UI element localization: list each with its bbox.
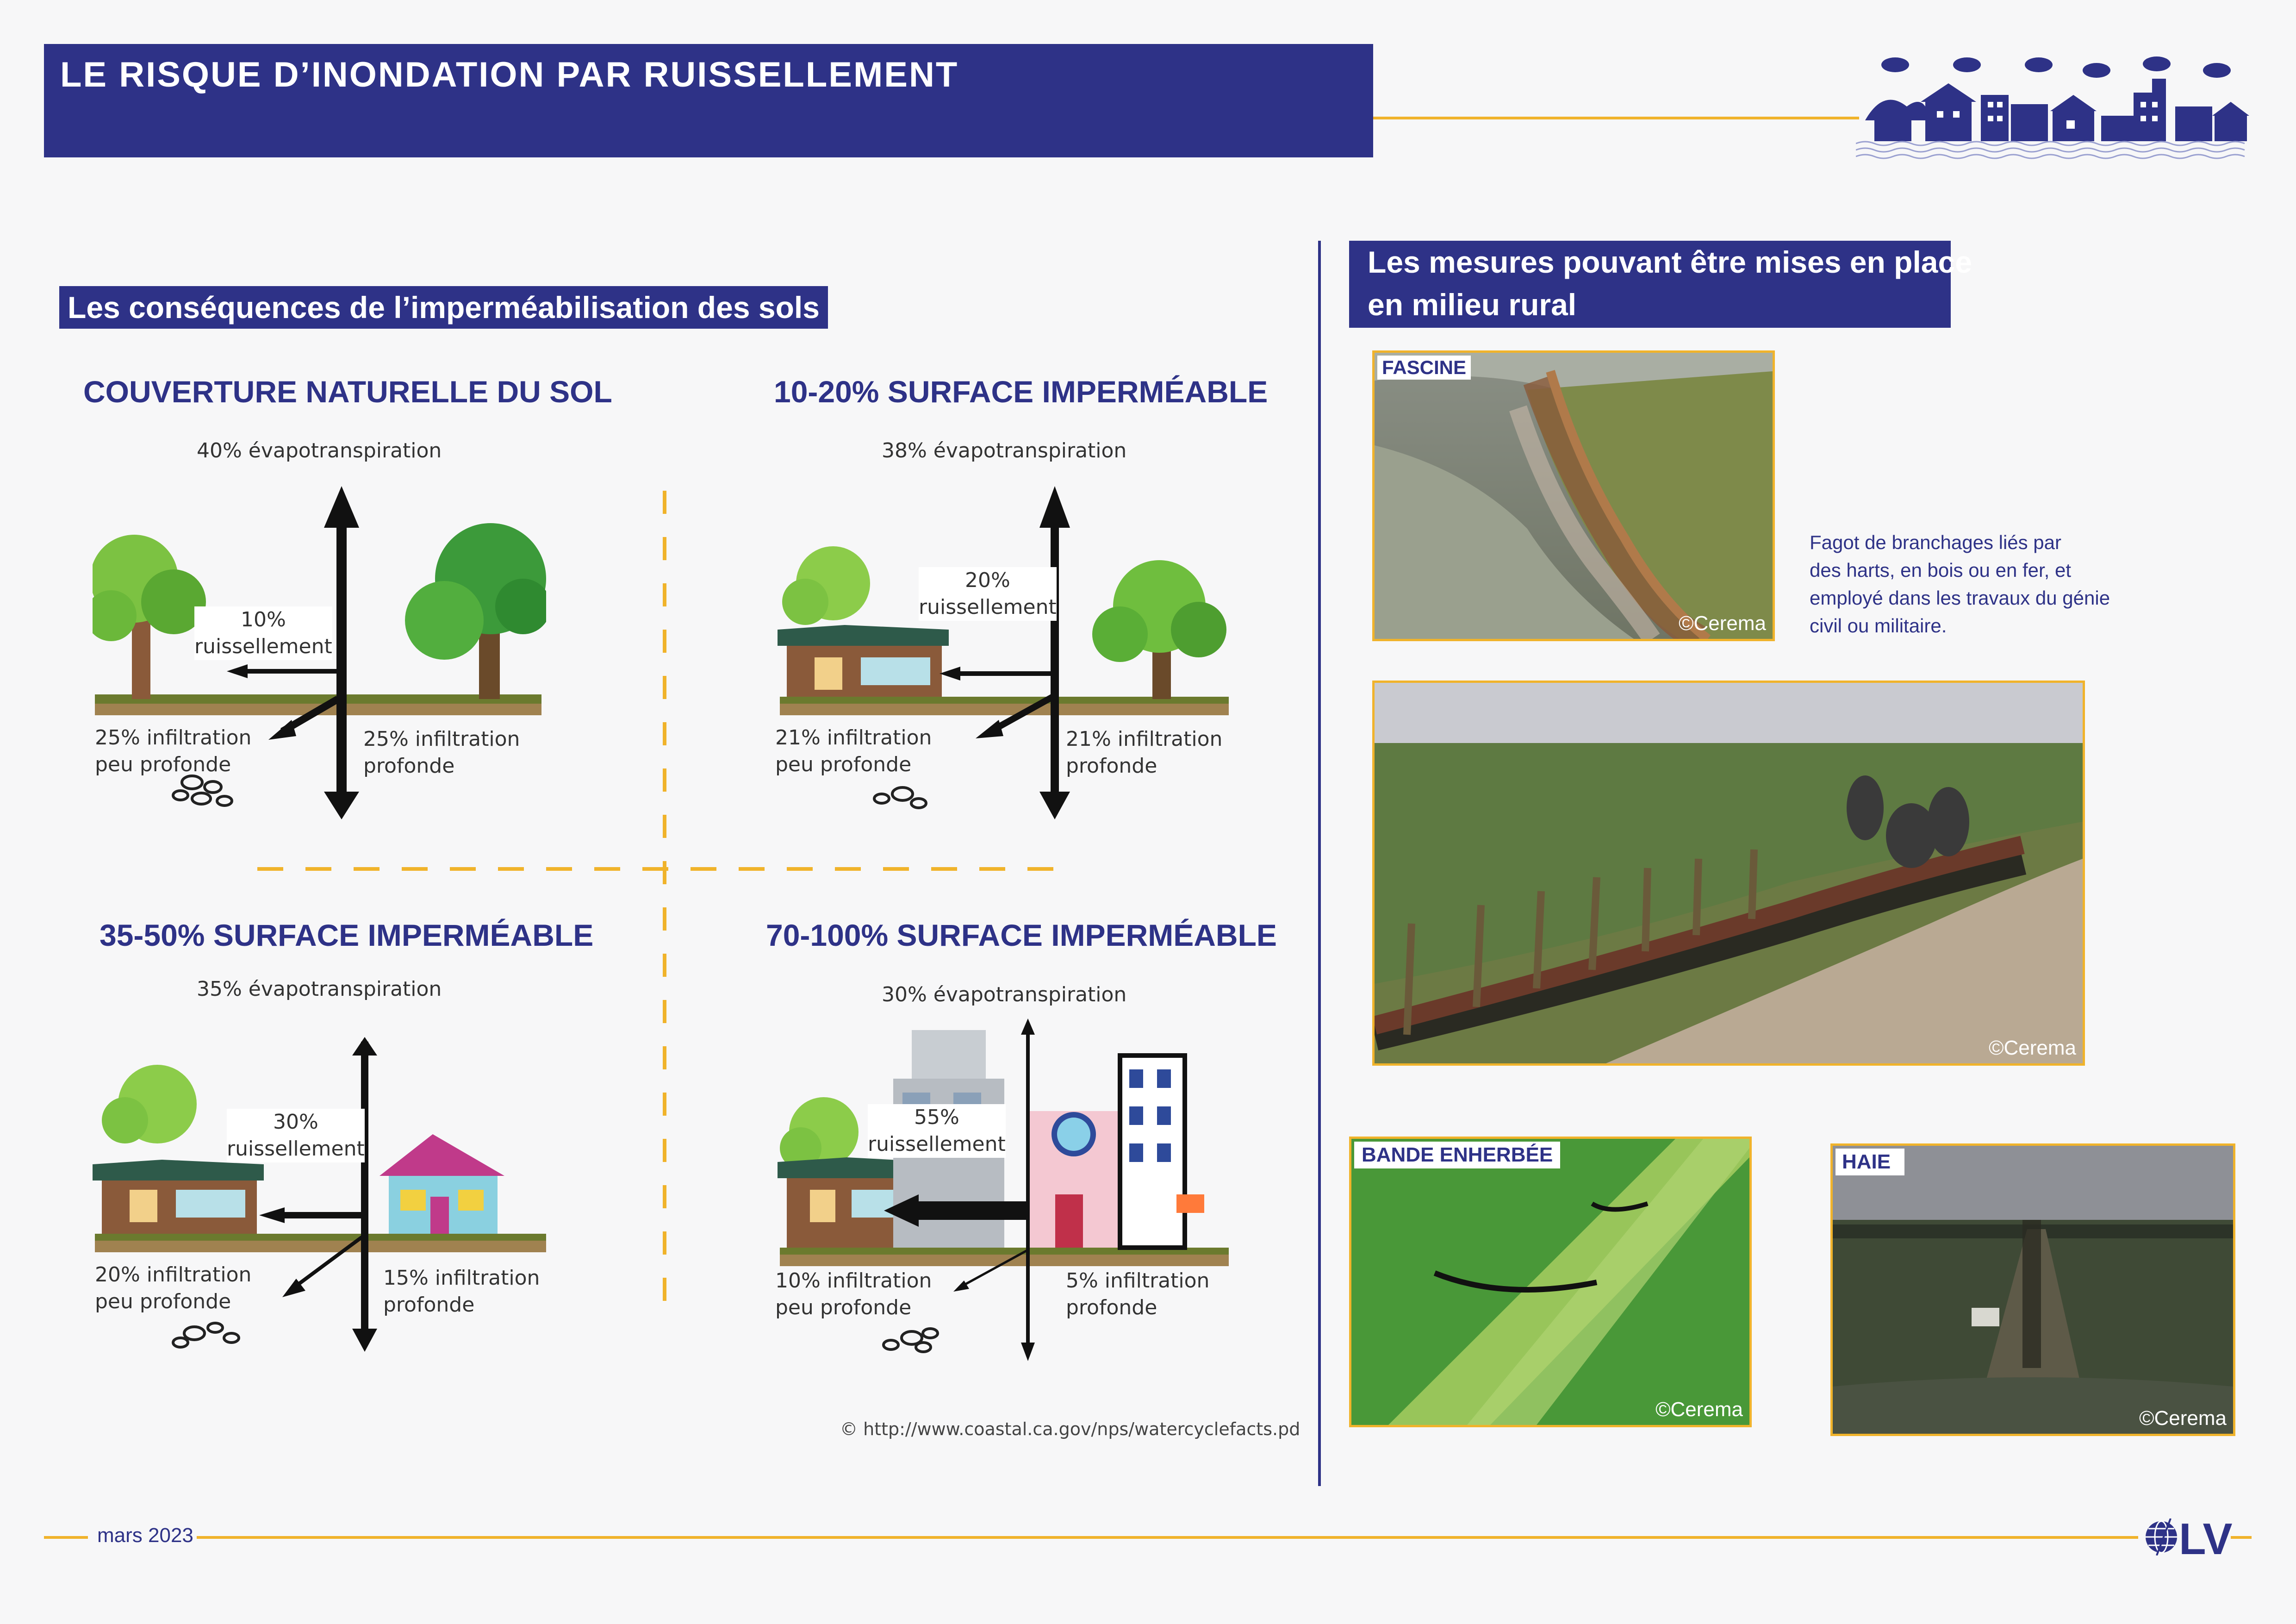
runoff-percent: 20% <box>964 568 1010 592</box>
runoff-label <box>868 1104 1006 1158</box>
deep-infiltration-percent: 25% infiltration <box>363 727 520 751</box>
evapotranspiration-label: 38% évapotranspiration <box>882 439 1127 462</box>
photo-credit: ©Cerema <box>1989 1037 2076 1059</box>
deep-infiltration-percent: 15% infiltration <box>383 1266 540 1290</box>
photo-tag: BANDE ENHERBÉE <box>1354 1142 1560 1168</box>
photo-tag: FASCINE <box>1377 356 1471 380</box>
shallow-infiltration-word: peu profonde <box>775 753 912 776</box>
rain-cloud-icon <box>1881 56 2231 78</box>
quadrant-divider-horizontal <box>257 867 1072 871</box>
description-line: civil ou militaire. <box>1810 615 1947 637</box>
left-section-heading: Les conséquences de l’imperméabilisation des sols <box>59 286 828 329</box>
fascine-description <box>1810 529 2110 640</box>
shallow-infiltration-label <box>775 1268 932 1321</box>
evapotranspiration-label: 35% évapotranspiration <box>197 977 442 1001</box>
photo-tag: HAIE <box>1836 1149 1904 1175</box>
footer-rule-left <box>44 1536 88 1539</box>
fascine-photo <box>1372 350 1775 641</box>
shallow-infiltration-percent: 20% infiltration <box>95 1263 252 1287</box>
deep-infiltration-label <box>383 1265 540 1318</box>
section-divider <box>1318 241 1321 1486</box>
runoff-percent: 30% <box>273 1110 318 1134</box>
photo-credit: ©Cerema <box>2139 1407 2227 1430</box>
description-line: Fagot de branchages liés par <box>1810 531 2062 553</box>
shallow-infiltration-percent: 10% infiltration <box>775 1269 932 1293</box>
footer-date: mars 2023 <box>97 1524 193 1547</box>
evapotranspiration-label: 30% évapotranspiration <box>882 983 1127 1006</box>
deep-infiltration-percent: 21% infiltration <box>1066 727 1223 751</box>
runoff-label <box>227 1109 365 1162</box>
shallow-infiltration-word: peu profonde <box>95 753 231 776</box>
description-line: des harts, en bois ou en fer, et <box>1810 559 2072 581</box>
deep-infiltration-word: profonde <box>1066 1296 1157 1319</box>
deep-infiltration-percent: 5% infiltration <box>1066 1269 1210 1293</box>
page-title: LE RISQUE D’INONDATION PAR RUISSELLEMENT <box>60 55 959 94</box>
olv-logo <box>2138 1505 2231 1574</box>
logo-text: LV <box>2179 1514 2233 1564</box>
runoff-word: ruissellement <box>194 635 332 658</box>
grass-strip-photo <box>1349 1137 1752 1427</box>
diagram-title: 10-20% SURFACE IMPERMÉABLE <box>774 375 1268 409</box>
deep-infiltration-word: profonde <box>383 1293 475 1317</box>
runoff-word: ruissellement <box>227 1137 365 1161</box>
deep-infiltration-word: profonde <box>1066 754 1157 778</box>
diagram-title: 70-100% SURFACE IMPERMÉABLE <box>766 918 1277 952</box>
globe-icon <box>2143 1518 2180 1555</box>
footer-rule-right <box>197 1536 2252 1539</box>
runoff-label <box>194 606 332 660</box>
source-link[interactable]: © http://www.coastal.ca.gov/nps/watercyclefacts.pd <box>840 1419 1300 1439</box>
runoff-percent: 10% <box>240 608 286 631</box>
right-section-heading <box>1349 241 1972 328</box>
runoff-word: ruissellement <box>919 595 1057 619</box>
hedge-photo <box>1830 1143 2235 1436</box>
shallow-infiltration-word: peu profonde <box>775 1296 912 1319</box>
header-rule <box>1373 117 1859 119</box>
deep-infiltration-label <box>363 726 520 780</box>
photo-credit: ©Cerema <box>1679 612 1766 635</box>
diagram-title: COUVERTURE NATURELLE DU SOL <box>83 375 612 409</box>
shallow-infiltration-label <box>775 725 932 778</box>
right-heading-line2: en milieu rural <box>1368 287 1577 322</box>
deep-infiltration-label <box>1066 726 1222 780</box>
fascine-installation-photo <box>1372 681 2085 1066</box>
quadrant-divider-vertical <box>663 491 666 1310</box>
photo-credit: ©Cerema <box>1655 1398 1743 1421</box>
runoff-word: ruissellement <box>868 1132 1006 1156</box>
shallow-infiltration-label <box>95 725 251 778</box>
shallow-infiltration-word: peu profonde <box>95 1290 231 1313</box>
evapotranspiration-label: 40% évapotranspiration <box>197 439 442 462</box>
shallow-infiltration-label <box>95 1262 251 1315</box>
description-line: employé dans les travaux du génie <box>1810 587 2110 609</box>
city-rain-illustration <box>1856 51 2254 162</box>
diagram-title: 35-50% SURFACE IMPERMÉABLE <box>100 918 594 952</box>
deep-infiltration-label <box>1066 1268 1209 1321</box>
right-heading-line1: Les mesures pouvant être mises en place <box>1368 245 1972 279</box>
shallow-infiltration-percent: 25% infiltration <box>95 726 252 750</box>
deep-infiltration-word: profonde <box>363 754 455 778</box>
runoff-percent: 55% <box>914 1106 959 1129</box>
shallow-infiltration-percent: 21% infiltration <box>775 726 932 750</box>
runoff-label <box>919 567 1057 621</box>
